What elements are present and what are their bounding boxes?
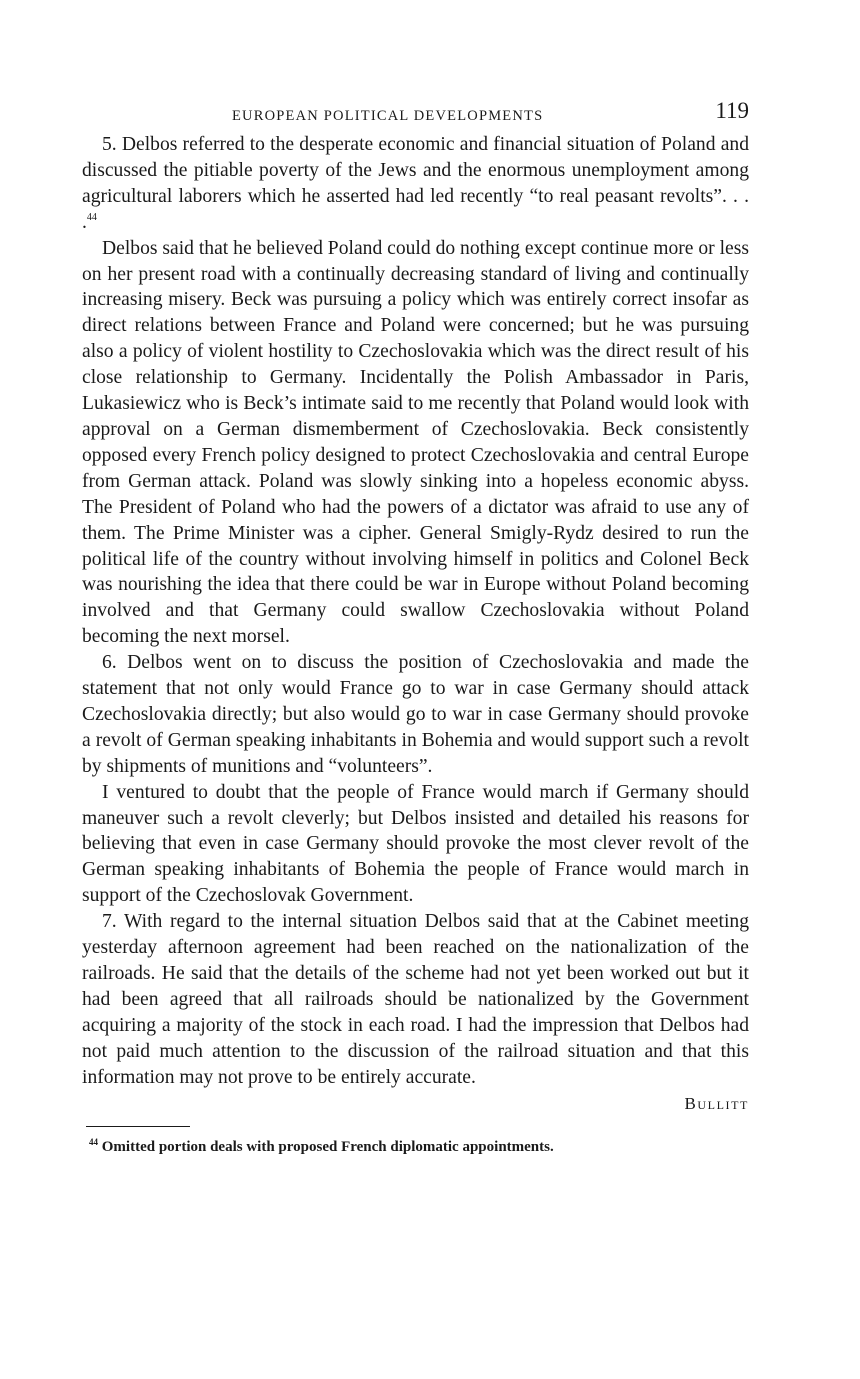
footnote-text: Omitted portion deals with proposed French diplomatic appointments. (101, 1138, 554, 1155)
paragraph-france-march: I ventured to doubt that the people of France would march if Germany should maneuver such a revolt cleverly; but Delbos insisted and detailed his reasons for believing that even in case Germany should provoke the most clever revolt of the German speaking inhabitants of Bohemia the people of France would march in support of the Czechoslovak Government. (82, 781, 749, 907)
footnote-marker: 44 (89, 1136, 98, 1147)
paragraph-item-7: 7. With regard to the internal situation Delbos said that at the Cabinet meeting yesterday afternoon agreement had been reached on the nationalization of the railroads. He said that the details of the scheme had not yet been worked out but it had been agreed that all railroads should be nationalized by the Government acquiring a majority of the stock in each road. I had the impression that Delbos had not paid much attention to the discussion of the railroad situation and that this information may not prove to be entirely accurate. (82, 911, 749, 1088)
document-page (82, 98, 749, 1157)
paragraph-text: 5. Delbos referred to the desperate economic and financial situation of Poland and discussed the pitiable poverty of the Jews and the enormous unemployment among agricultural laborers which he asserted had led recently “to real peasant revolts”. . . . (82, 134, 749, 233)
signature: Bullitt (684, 1093, 749, 1113)
footnote-divider (86, 1126, 190, 1127)
body-text (82, 132, 749, 1091)
footnote-reference: 44 (86, 211, 97, 223)
paragraph-poland-situation: Delbos said that he believed Poland could do nothing except continue more or less on her present road with a continually decreasing standard of living and continually increasing misery. Beck was pursuing a policy which was entirely correct insofar as direct relations between France and Poland were concerned; but he was pursuing also a policy of violent hostility to Czechoslovakia which was the direct result of his close relationship to Germany. Incidentally the Polish Ambassador in Paris, Lukasiewicz who is Beck’s intimate said to me recently that Poland would look with approval on a German dismemberment of Czechoslovakia. Beck consistently opposed every French policy designed to protect Czechoslovakia and central Europe from German attack. Poland was slowly sinking into a hopeless economic abyss. The President of Poland who had the powers of a dictator was afraid to use any of them. The Prime Minister was a cipher. General Smigly-Rydz desired to run the political life of the country without involving himself in politics and Colonel Beck was nourishing the idea that there could be war in Europe without Poland becoming involved and that Germany could swallow Czechoslovakia without Poland becoming the next morsel. (82, 237, 749, 648)
page-number: 119 (715, 98, 749, 123)
paragraph-item-5 (82, 132, 749, 236)
running-title: EUROPEAN POLITICAL DEVELOPMENTS (232, 108, 544, 124)
paragraph-item-6: 6. Delbos went on to discuss the position of Czechoslovakia and made the statement that not only would France go to war in case Germany should attack Czechoslovakia directly; but also would go to war in case Germany should provoke a revolt of German speaking inhabitants in Bohemia and would support such a revolt by shipments of munitions and “volunteers”. (82, 652, 749, 777)
footnote (89, 1137, 749, 1157)
running-head (82, 98, 749, 132)
